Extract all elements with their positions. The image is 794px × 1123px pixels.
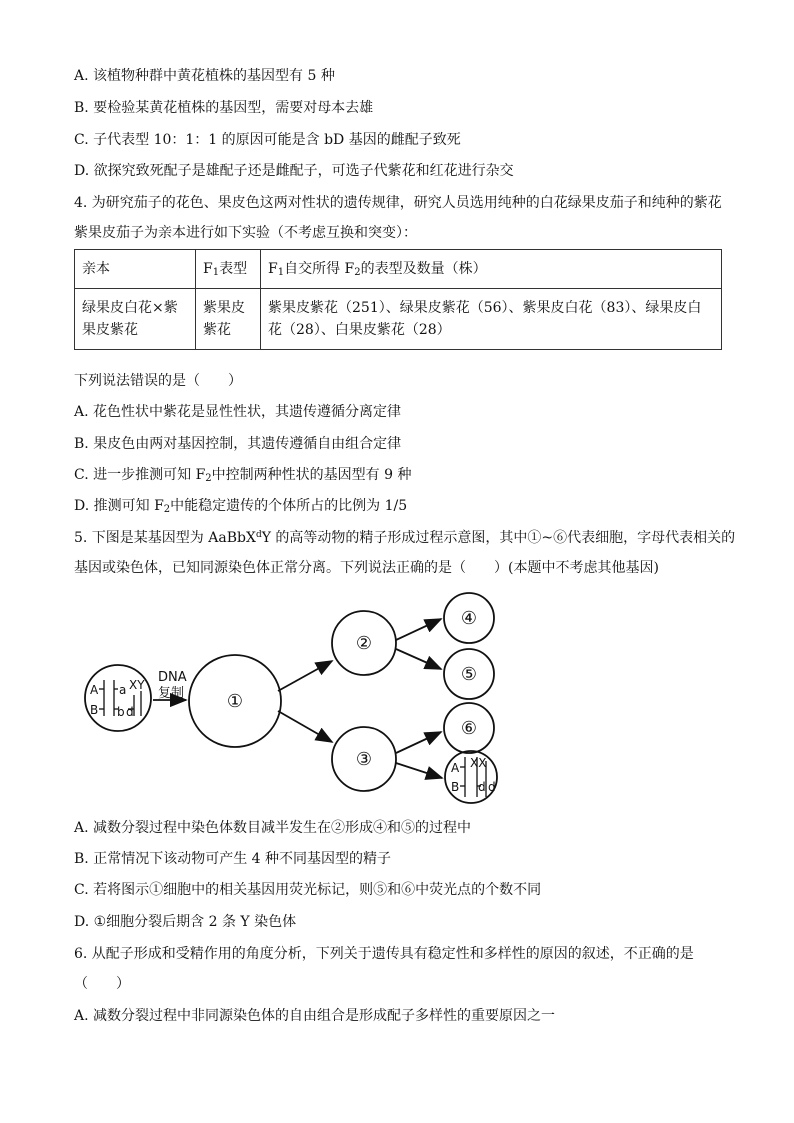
q4-option-b: B. 果皮色由两对基因控制，其遗传遵循自由组合定律 (74, 436, 402, 452)
q5-stem-pre: 5. 下图是某基因型为 AaBbX (74, 530, 256, 546)
cell-4-label: ④ (460, 608, 478, 629)
q3-option-a: A. 该植物种群中黄花植株的基因型有 5 种 (74, 68, 335, 84)
f2h-f1: F (268, 261, 278, 277)
q6-option-a: A. 减数分裂过程中非同源染色体的自由组合是形成配子多样性的重要原因之一 (74, 1008, 556, 1024)
arrow-2-to-4 (396, 619, 441, 640)
q5-option-d: D. ①细胞分裂后期含 2 条 Y 染色体 (74, 914, 297, 930)
q4-data-table (74, 249, 722, 350)
cell-1-label: ① (226, 691, 244, 712)
q3-option-b: B. 要检验某黄花植株的基因型，需要对母本去雄 (74, 100, 374, 116)
q4-option-c (74, 465, 411, 485)
cell-parents: 绿果皮白花×紫果皮紫花 (75, 289, 196, 350)
q3-option-d: D. 欲探究致死配子是雄配子还是雌配子，可选子代紫花和红花进行杂交 (74, 163, 514, 179)
q4c-pre: C. 进一步推测可知 F (74, 467, 206, 483)
start-sex-chromosomes: XY (129, 678, 145, 692)
start-gene-B: B (90, 703, 99, 717)
cell-f1-phenotype: 紫果皮紫花 (196, 289, 261, 350)
arrow-3-to-end (396, 763, 442, 778)
f2h-post: 的表型及数量（株） (360, 261, 487, 277)
q4d-pre: D. 推测可知 F (74, 498, 164, 514)
table-row (75, 289, 722, 350)
start-gene-b: b (117, 705, 125, 719)
q5-stem-line-2: 基因或染色体，已知同源染色体正常分离。下列说法正确的是（ ）(本题中不考虑其他基因) (74, 560, 659, 576)
f2h-mid: 自交所得 F (284, 261, 355, 277)
cell-3-label: ③ (355, 749, 373, 770)
table-header-f1 (196, 250, 261, 289)
q5-option-c: C. 若将图示①细胞中的相关基因用荧光标记，则⑤和⑥中荧光点的个数不同 (74, 882, 542, 898)
spermatogenesis-diagram (80, 585, 510, 810)
q4-stem-line-1: 4. 为研究茄子的花色、果皮色这两对性状的遗传规律，研究人员选用纯种的白花绿果皮茄子和纯种的紫花 (74, 195, 722, 211)
end-gene-B: B (451, 780, 460, 794)
table-header-parents (75, 250, 196, 289)
start-gene-d: d (126, 705, 134, 719)
end-gene-A: A (451, 761, 460, 775)
q4d-sub: 2 (163, 504, 171, 515)
cell-f2-results: 紫果皮紫花（251）、绿果皮紫花（56）、紫果皮白花（83）、绿果皮白花（28）、白果皮紫花（28） (261, 289, 722, 350)
arrow-label-replication: 复制 (158, 686, 185, 701)
end-sex-chromosomes: XX (470, 756, 487, 770)
q3-option-c: C. 子代表型 10：1：1 的原因可能是含 bD 基因的雌配子致死 (74, 132, 461, 148)
q6-stem-line-1: 6. 从配子形成和受精作用的角度分析，下列关于遗传具有稳定性和多样性的原因的叙述，不正确的是 (74, 946, 694, 962)
q4-option-d (74, 496, 407, 516)
cell-5-label: ⑤ (460, 664, 478, 685)
header-parents-text: 亲本 (82, 261, 110, 277)
start-gene-a: a (119, 683, 127, 697)
q5-stem-post: Y 的高等动物的精子形成过程示意图，其中①~⑥代表细胞，字母代表相关的 (261, 530, 736, 546)
table-header-f2 (261, 250, 722, 289)
q4-stem-line-2: 紫果皮茄子为亲本进行如下实验（不考虑互换和突变）： (74, 225, 417, 241)
f1-sub: 1 (212, 267, 220, 278)
q4c-post: 中控制两种性状的基因型有 9 种 (211, 467, 412, 483)
q4c-sub: 2 (205, 473, 212, 484)
start-gene-A: A (90, 683, 99, 697)
f1-label: 表型 (219, 261, 248, 277)
q5-stem-line-1 (74, 528, 735, 548)
q4d-post: 中能稳定遗传的个体所占的比例为 1/5 (170, 498, 408, 514)
q5-option-b: B. 正常情况下该动物可产生 4 种不同基因型的精子 (74, 851, 391, 867)
q5-option-a: A. 减数分裂过程中染色体数目减半发生在②形成④和⑤的过程中 (74, 820, 472, 836)
end-gene-d-1: d (478, 780, 486, 794)
f2h-sub2: 2 (354, 267, 361, 278)
q4-question: 下列说法错误的是（ ） (74, 373, 242, 389)
arrow-1-to-3 (278, 711, 332, 742)
q6-stem-line-2: （ ） (74, 976, 130, 992)
q4-option-a: A. 花色性状中紫花是显性性状，其遗传遵循分离定律 (74, 404, 402, 420)
cell-2-label: ② (355, 633, 373, 654)
arrow-label-dna: DNA (158, 670, 187, 685)
q5-stem-sup: d (255, 530, 262, 540)
cell-6-label: ⑥ (460, 718, 478, 739)
table-header-row (75, 250, 722, 289)
end-gene-d-2: d (488, 780, 496, 794)
arrow-2-to-5 (396, 649, 441, 669)
arrow-3-to-6 (396, 732, 441, 753)
f2h-sub1: 1 (277, 267, 285, 278)
f1-f: F (203, 261, 213, 277)
arrow-1-to-2 (278, 661, 332, 691)
